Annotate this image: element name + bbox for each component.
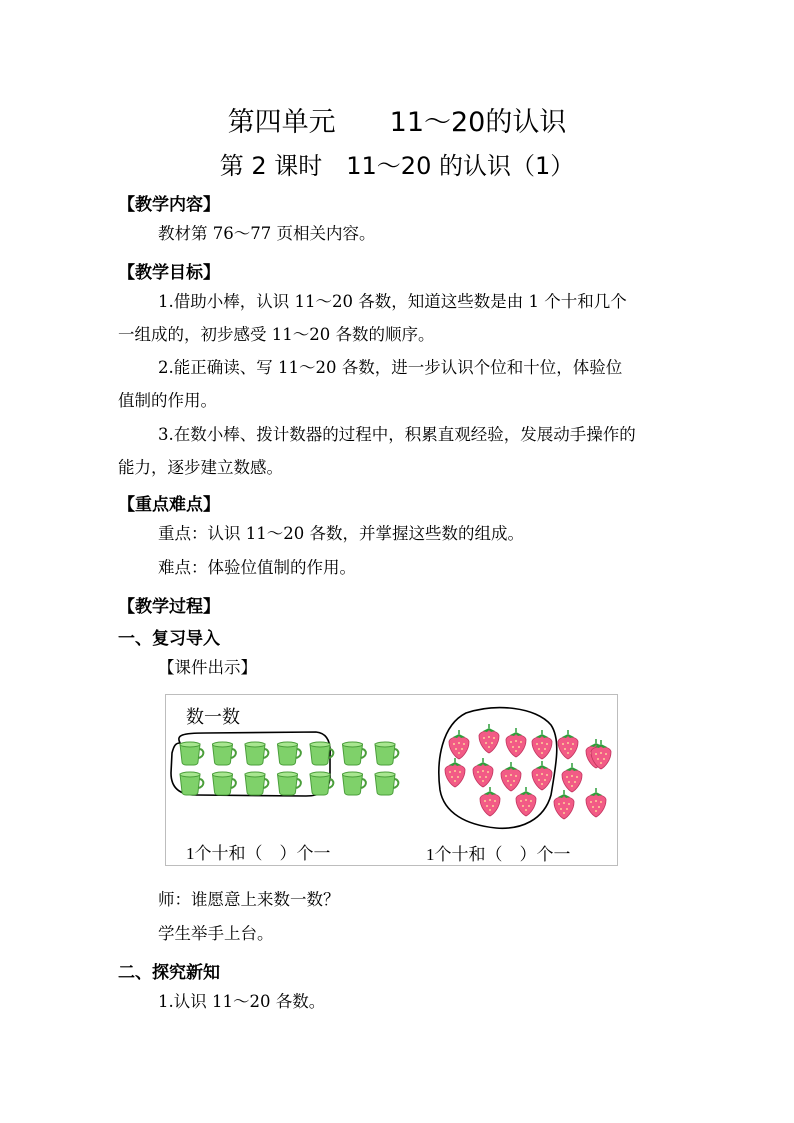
section-heading-goals: 【教学目标】 [118,263,220,283]
section-heading-content: 【教学内容】 [118,195,220,215]
cup-icon [180,772,203,795]
strawberries-group [445,724,611,819]
key-difficulty: 难点：体验位值制的作用。 [158,558,356,577]
cups-group [180,742,398,795]
strawberry-icon [554,790,574,819]
strawberry-icon [480,787,500,816]
section-heading-key: 【重点难点】 [118,495,220,515]
cup-icon [278,742,301,765]
cup-icon [375,742,398,765]
strawberry-icon [479,724,499,753]
cup-icon [310,772,333,795]
goal-1-line-1: 1.借助小棒，认识 11～20 各数，知道这些数是由 1 个十和几个 [158,292,627,311]
lesson-title: 第 2 课时 11～20 的认识（1） [219,152,575,180]
strawberry-icon [506,728,526,757]
cup-icon [343,742,366,765]
strawberry-icon [516,787,536,816]
strawberry-icon [449,730,469,759]
part-2-heading: 二、探究新知 [118,963,220,983]
key-focus: 重点：认识 11～20 各数，并掌握这些数的组成。 [158,524,524,543]
goal-1-line-2: 一组成的，初步感受 11～20 各数的顺序。 [118,325,435,344]
strawberry-icon [562,763,582,792]
cup-icon [343,772,366,795]
strawberry-icon [558,730,578,759]
figure-title: 数一数 [186,707,240,728]
section-heading-process: 【教学过程】 [118,597,220,617]
strawberry-icon [445,758,465,787]
strawberry-icon [586,788,606,817]
cup-icon [180,742,203,765]
courseware-figure [165,694,618,866]
part-1-heading: 一、复习导入 [118,629,220,649]
goal-3-line-2: 能力，逐步建立数感。 [118,458,283,477]
content-text: 教材第 76～77 页相关内容。 [158,224,376,243]
cup-icon [213,742,236,765]
caption-cups: 1个十和（ ）个一 [186,844,331,863]
unit-title: 第四单元 11～20的认识 [227,107,567,138]
strawberry-icon [473,758,493,787]
step-1-text: 1.认识 11～20 各数。 [158,992,326,1011]
cup-icon [245,772,268,795]
goal-2-line-1: 2.能正确读、写 11～20 各数，进一步认识个位和十位，体验位 [158,358,623,377]
strawberry-icon [501,762,521,791]
cup-icon [245,742,268,765]
goal-2-line-2: 值制的作用。 [118,391,217,410]
strawberry-icon [532,730,552,759]
cup-icon [213,772,236,795]
courseware-label: 【课件出示】 [158,658,257,677]
students-line: 学生举手上台。 [158,924,274,943]
goal-3-line-1: 3.在数小棒、拨计数器的过程中，积累直观经验，发展动手操作的 [158,425,636,444]
caption-strawberries: 1个十和（ ）个一 [426,845,571,864]
cup-icon [375,772,398,795]
cup-icon [278,772,301,795]
strawberry-icon [532,761,552,790]
teacher-line: 师：谁愿意上来数一数？ [158,890,340,909]
